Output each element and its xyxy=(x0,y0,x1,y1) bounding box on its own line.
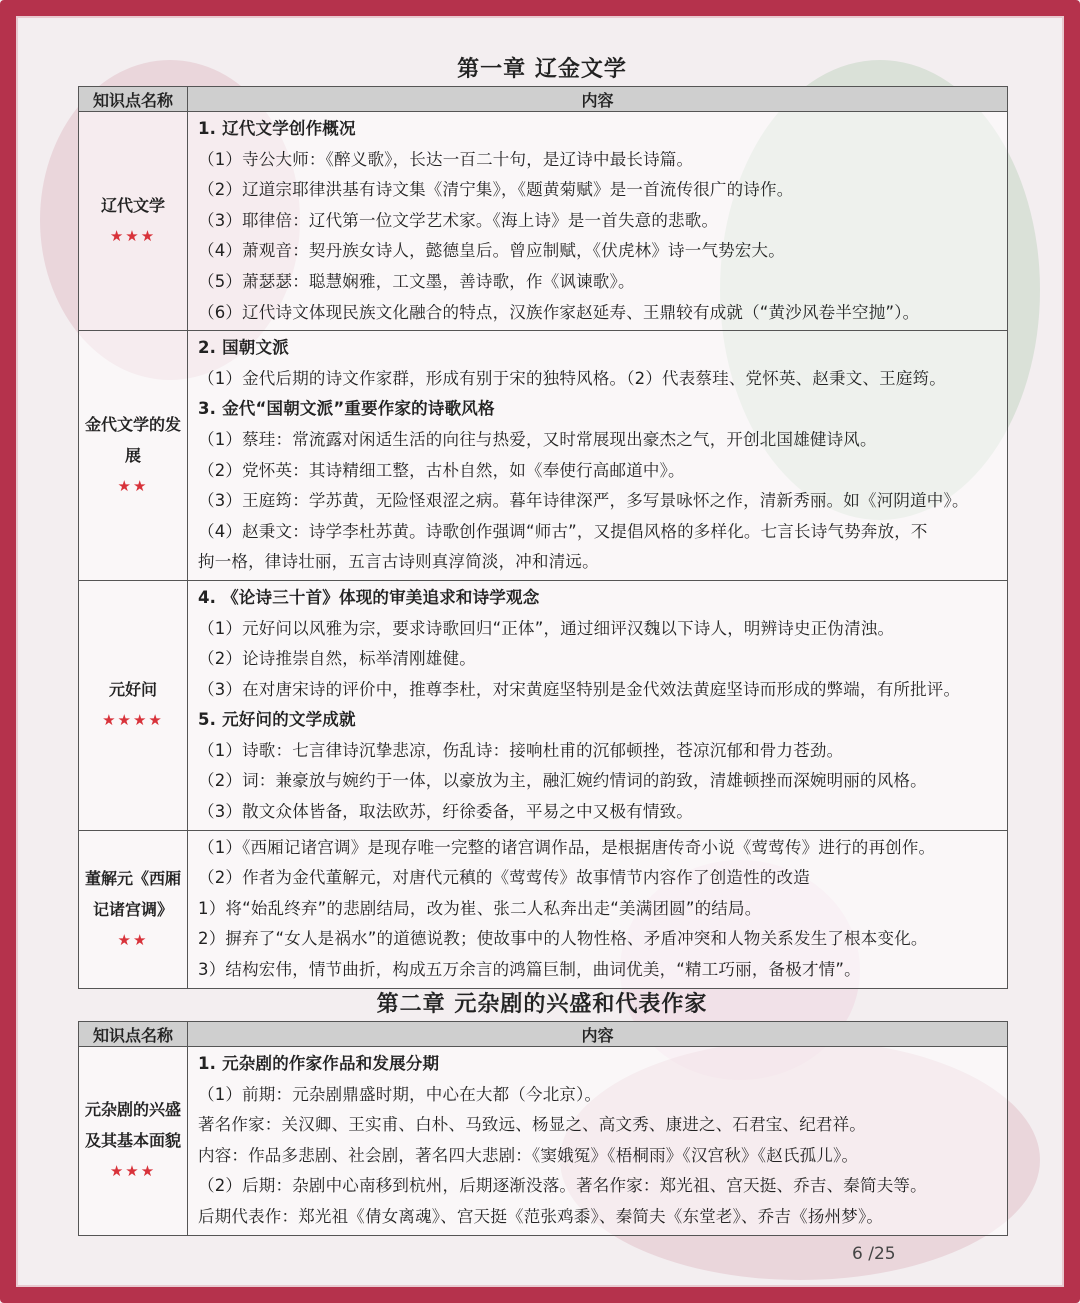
knowledge-point-name: 元杂剧的兴盛及其基本面貌 xyxy=(84,1100,181,1151)
content-line: 2）摒弃了“女人是祸水”的道德说教；使故事中的人物性格、矛盾冲突和人物关系发生了根本变化。 xyxy=(198,929,928,949)
importance-stars: ★★★★ xyxy=(102,711,164,730)
col-header-content: 内容 xyxy=(188,1022,1008,1047)
content-line: （3）在对唐宋诗的评价中，推尊李杜，对宋黄庭坚特别是金代效法黄庭坚诗而形成的弊端，有所批评。 xyxy=(198,679,961,699)
chapter-1-table xyxy=(78,86,1008,989)
knowledge-row xyxy=(79,331,1008,581)
content-line: 3）结构宏伟，情节曲折，构成五万余言的鸿篇巨制，曲词优美，“精工巧丽，备极才情”。 xyxy=(198,960,861,980)
chapter-1-title: 第一章 辽金文学 xyxy=(457,57,627,82)
section-heading: 1. 辽代文学创作概况 xyxy=(198,119,356,138)
knowledge-point-name: 元好问 xyxy=(108,680,157,700)
importance-stars: ★★ xyxy=(117,477,149,496)
content-line: （1）前期：元杂剧鼎盛时期，中心在大都（今北京）。 xyxy=(198,1084,602,1104)
content-cell xyxy=(188,112,1008,331)
col-header-content: 内容 xyxy=(188,87,1008,112)
content-line: 后期代表作：郑光祖《倩女离魂》、宫天挺《范张鸡黍》、秦简夫《东堂老》、乔吉《扬州梦》。 xyxy=(198,1206,884,1226)
section-heading: 5. 元好问的文学成就 xyxy=(198,710,356,730)
content-line: （6）辽代诗文体现民族文化融合的特点，汉族作家赵延寿、王鼎较有成就（“黄沙风卷半空抛”）。 xyxy=(198,302,920,322)
knowledge-point-name-cell xyxy=(79,112,188,331)
content-cell xyxy=(188,1047,1008,1236)
content-line: （1）蔡珪：常流露对闲适生活的向往与热爱，又时常展现出豪杰之气，开创北国雄健诗风。 xyxy=(198,429,877,449)
content-line: 内容：作品多悲剧、社会剧，著名四大悲剧：《窦娥冤》《梧桐雨》《汉宫秋》《赵氏孤儿》。 xyxy=(198,1145,859,1165)
content-line: （5）萧瑟瑟：聪慧娴雅，工文墨，善诗歌，作《讽谏歌》。 xyxy=(198,271,635,291)
content-line: 1）将“始乱终弃”的悲剧结局，改为崔、张二人私奔出走“美满团圆”的结局。 xyxy=(198,898,762,918)
content-line: （1）金代后期的诗文作家群，形成有别于宋的独特风格。（2）代表蔡珪、党怀英、赵秉文、王庭筠。 xyxy=(198,368,946,388)
content-line: （1）寺公大师：《醉义歌》，长达一百二十句，是辽诗中最长诗篇。 xyxy=(198,149,694,169)
content-line: （4）赵秉文：诗学李杜苏黄。诗歌创作强调“师古”，又提倡风格的多样化。七言长诗气势奔放，不 xyxy=(198,521,928,541)
importance-stars: ★★★ xyxy=(109,227,157,246)
content-line: （1）元好问以风雅为宗，要求诗歌回归“正体”，通过细评汉魏以下诗人，明辨诗史正伪清浊。 xyxy=(198,618,895,638)
section-heading: 3. 金代“国朝文派”重要作家的诗歌风格 xyxy=(198,399,495,419)
content-line: 著名作家：关汉卿、王实甫、白朴、马致远、杨显之、高文秀、康进之、石君宝、纪君祥。 xyxy=(198,1115,866,1135)
content-cell xyxy=(188,331,1008,581)
content-line: 拘一格，律诗壮丽，五言古诗则真淳简淡，冲和清远。 xyxy=(198,552,599,572)
importance-stars: ★★ xyxy=(117,930,149,949)
chapter-2-table xyxy=(78,1021,1008,1236)
knowledge-point-name: 辽代文学 xyxy=(100,196,165,216)
content-line: （2）辽道宗耶律洪基有诗文集《清宁集》，《题黄菊赋》是一首流传很广的诗作。 xyxy=(198,180,794,200)
content-line: （1）诗歌：七言律诗沉挚悲凉，伤乱诗：接响杜甫的沉郁顿挫，苍凉沉郁和骨力苍劲。 xyxy=(198,740,844,760)
knowledge-row xyxy=(79,580,1008,830)
importance-stars: ★★★ xyxy=(109,1162,157,1181)
page-number: 6 /25 xyxy=(852,1244,896,1264)
content-line: （4）萧观音：契丹族女诗人，懿德皇后。曾应制赋，《伏虎林》诗一气势宏大。 xyxy=(198,241,785,261)
col-header-name: 知识点名称 xyxy=(79,1022,188,1047)
knowledge-row xyxy=(79,1047,1008,1236)
chapter-2-body xyxy=(79,1047,1008,1236)
knowledge-row xyxy=(79,112,1008,331)
content-line: （1）《西厢记诸宫调》是现存唯一完整的诸宫调作品，是根据唐传奇小说《莺莺传》进行的再创作。 xyxy=(198,837,936,857)
content-line: （3）散文众体皆备，取法欧苏，纡徐委备，平易之中又极有情致。 xyxy=(198,802,693,822)
knowledge-point-name: 金代文学的发展 xyxy=(84,415,181,466)
content-line: （3）王庭筠：学苏黄，无险怪艰涩之病。暮年诗律深严，多写景咏怀之作，清新秀丽。如《河阴道中》。 xyxy=(198,491,969,511)
col-header-name: 知识点名称 xyxy=(79,87,188,112)
chapter-2-title: 第二章 元杂剧的兴盛和代表作家 xyxy=(376,992,708,1017)
knowledge-point-name-cell xyxy=(79,580,188,830)
content-line: （2）后期：杂剧中心南移到杭州，后期逐渐没落。著名作家：郑光祖、宫天挺、乔吉、秦简夫等。 xyxy=(198,1176,927,1196)
knowledge-point-name-cell xyxy=(79,331,188,581)
content-line: （2）党怀英：其诗精细工整，古朴自然，如《奉使行高邮道中》。 xyxy=(198,460,685,480)
content-line: （3）耶律倍：辽代第一位文学艺术家。《海上诗》是一首失意的悲歌。 xyxy=(198,210,719,230)
content-line: （2）论诗推崇自然，标举清刚雄健。 xyxy=(198,649,476,669)
knowledge-point-name-cell xyxy=(79,1047,188,1236)
content-line: （2）作者为金代董解元，对唐代元稹的《莺莺传》故事情节内容作了创造性的改造 xyxy=(198,868,810,888)
chapter-1-body xyxy=(79,112,1008,989)
content-cell xyxy=(188,830,1008,988)
content-line: （2）词：兼豪放与婉约于一体，以豪放为主，融汇婉约情词的韵致，清雄顿挫而深婉明丽的风格。 xyxy=(198,771,927,791)
section-heading: 4. 《论诗三十首》体现的审美追求和诗学观念 xyxy=(198,587,540,607)
section-heading: 1. 元杂剧的作家作品和发展分期 xyxy=(198,1054,440,1073)
document-sheet xyxy=(72,34,1012,1274)
section-heading: 2. 国朝文派 xyxy=(198,338,289,358)
knowledge-point-name: 董解元《西厢记诸宫调》 xyxy=(84,868,181,919)
knowledge-point-name-cell xyxy=(79,830,188,988)
content-cell xyxy=(188,580,1008,830)
knowledge-row xyxy=(79,830,1008,988)
